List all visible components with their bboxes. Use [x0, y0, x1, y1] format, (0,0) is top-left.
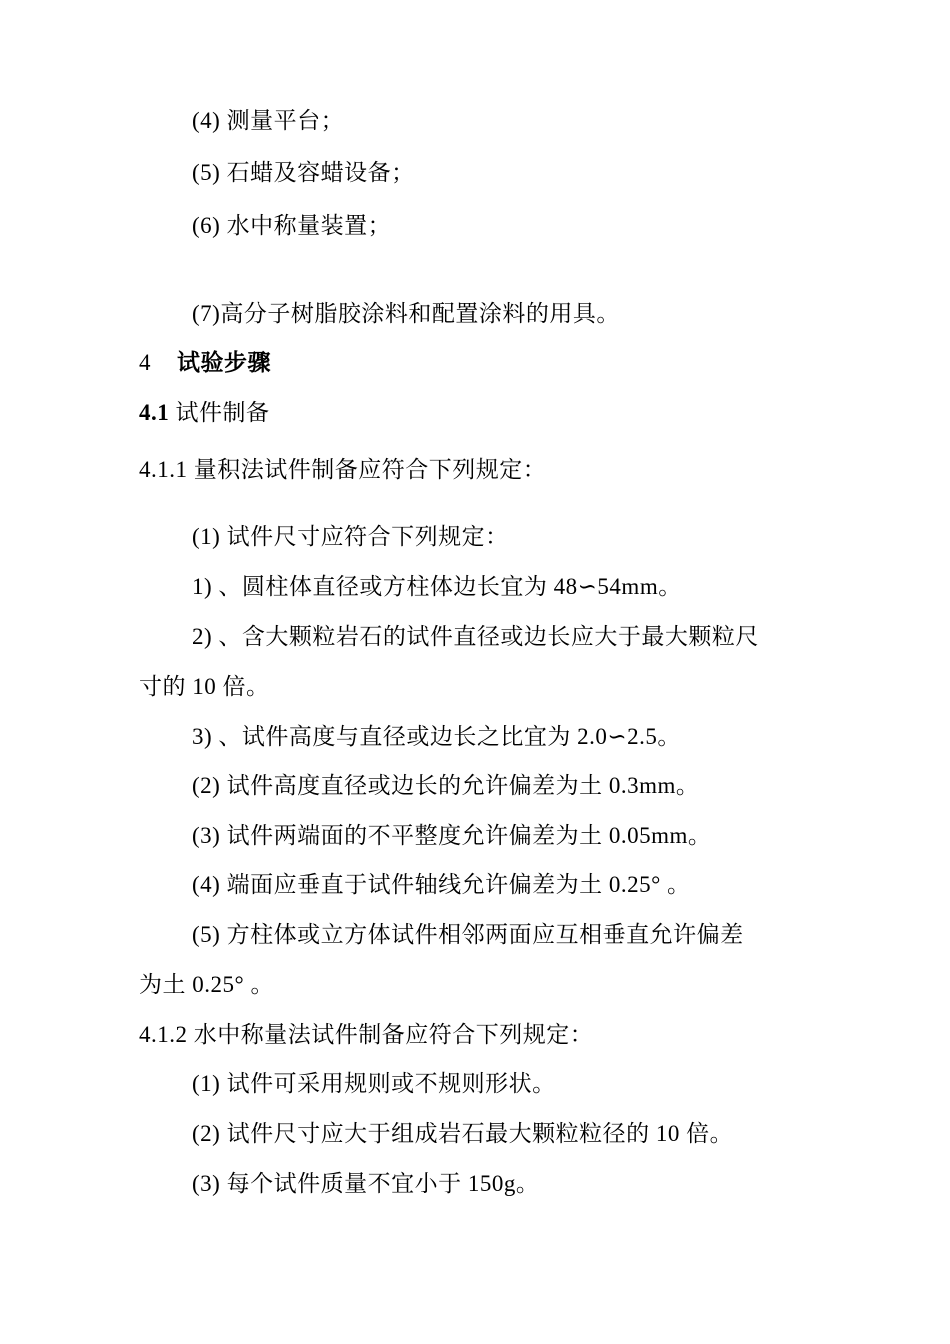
clause-4-1-2: 4.1.2 水中称量法试件制备应符合下列规定：: [139, 1022, 594, 1047]
clause-4-1-1-sub-1: 1) 、圆柱体直径或方柱体边长宜为 48∽54mm。: [192, 574, 682, 599]
clause-4-1-1-item-1: (1) 试件尺寸应符合下列规定：: [192, 524, 509, 549]
equipment-item-6: (6) 水中称量装置；: [192, 213, 392, 238]
section-heading-4: [139, 348, 271, 378]
clause-4-1-1-sub-2-cont: 寸的 10 倍。: [139, 674, 270, 699]
clause-4-1-1-item-2: (2) 试件高度直径或边长的允许偏差为土 0.3mm。: [192, 773, 700, 798]
equipment-item-5: (5) 石蜡及容蜡设备；: [192, 160, 415, 185]
clause-4-1-1-sub-2: 2) 、含大颗粒岩石的试件直径或边长应大于最大颗粒尺: [192, 624, 759, 649]
clause-4-1-1-sub-3: 3) 、试件高度与直径或边长之比宜为 2.0∽2.5。: [192, 724, 681, 749]
clause-4-1-2-item-2: (2) 试件尺寸应大于组成岩石最大颗粒粒径的 10 倍。: [192, 1121, 734, 1146]
section-number: 4: [139, 350, 151, 375]
section-title: 试验步骤: [177, 350, 271, 375]
equipment-item-4: (4) 测量平台；: [192, 108, 345, 133]
clause-4-1-2-item-1: (1) 试件可采用规则或不规则形状。: [192, 1071, 556, 1096]
clause-4-1-1: 4.1.1 量积法试件制备应符合下列规定：: [139, 457, 547, 482]
clause-4-1-1-item-4: (4) 端面应垂直于试件轴线允许偏差为土 0.25° 。: [192, 872, 691, 897]
subsection-number: 4.1: [139, 400, 170, 425]
equipment-item-7: (7)高分子树脂胶涂料和配置涂料的用具。: [192, 301, 620, 326]
clause-4-1-1-item-5-cont: 为土 0.25° 。: [139, 972, 274, 997]
subsection-title: 试件制备: [169, 400, 270, 425]
clause-4-1-1-item-5: (5) 方柱体或立方体试件相邻两面应互相垂直允许偏差: [192, 922, 744, 947]
clause-4-1-2-item-3: (3) 每个试件质量不宜小于 150g。: [192, 1171, 540, 1196]
subsection-heading-4-1: [139, 398, 270, 428]
clause-4-1-1-item-3: (3) 试件两端面的不平整度允许偏差为土 0.05mm。: [192, 823, 712, 848]
